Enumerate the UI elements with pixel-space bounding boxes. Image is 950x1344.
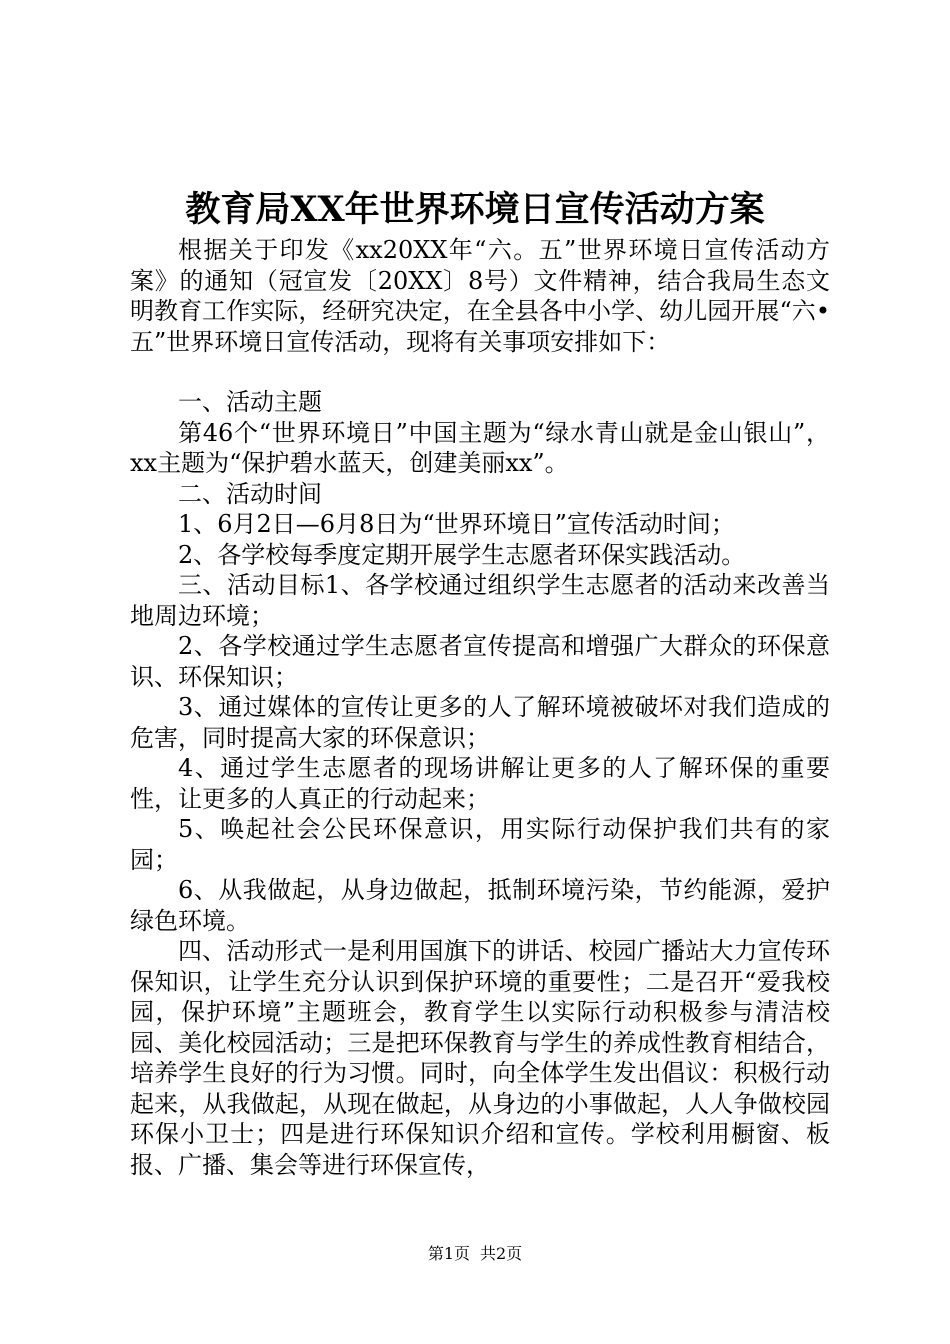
document-body <box>130 235 830 1180</box>
paragraph-activity-form: 四、活动形式一是利用国旗下的讲话、校园广播站大力宣传环保知识，让学生充分认识到保护环境的重要性；二是召开“爱我校园，保护环境”主题班会，教育学生以实际行动积极参与清洁校园、美化校园活动；三是把环保教育与学生的养成性教育相结合，培养学生良好的行为习惯。同时，向全体学生发出倡议：积极行动起来，从我做起，从现在做起，从身边的小事做起，人人争做校园环保小卫士；四是进行环保知识介绍和宣传。学校利用橱窗、板报、广播、集会等进行环保宣传， <box>130 937 830 1179</box>
paragraph-goal-item-3: 3、通过媒体的宣传让更多的人了解环境被破坏对我们造成的危害，同时提高大家的环保意识； <box>130 693 830 752</box>
paragraph-intro: 根据关于印发《xx20XX年“六。五”世界环境日宣传活动方案》的通知（冠宣发〔20XX〕8号）文件精神，结合我局生态文明教育工作实际，经研究决定，在全县各中小学、幼儿园开展“六•五”世界环境日宣传活动，现将有关事项安排如下： <box>130 236 830 356</box>
heading-activity-theme: 一、活动主题 <box>178 388 322 416</box>
document-title: 教育局XX年世界环境日宣传活动方案 <box>185 189 765 230</box>
paragraph-time-item-2: 2、各学校每季度定期开展学生志愿者环保实践活动。 <box>178 540 746 569</box>
heading-activity-time: 二、活动时间 <box>178 479 322 508</box>
paragraph-goal-item-5: 5、唤起社会公民环保意识，用实际行动保护我们共有的家园； <box>130 815 830 874</box>
paragraph-goal-item-2: 2、各学校通过学生志愿者宣传提高和增强广大群众的环保意识、环保知识； <box>130 632 830 691</box>
paragraph-goal-item-6: 6、从我做起，从身边做起，抵制环境污染，节约能源，爱护绿色环境。 <box>130 876 830 935</box>
page-number: 第1页 <box>427 1244 470 1263</box>
paragraph-goal-item-1: 三、活动目标1、各学校通过组织学生志愿者的活动来改善当地周边环境； <box>130 571 830 630</box>
page-footer <box>0 1242 950 1266</box>
paragraph-goal-item-4: 4、通过学生志愿者的现场讲解让更多的人了解环保的重要性，让更多的人真正的行动起来； <box>130 754 830 813</box>
page-total: 共2页 <box>480 1244 523 1263</box>
paragraph-theme-detail: 第46个“世界环境日”中国主题为“绿水青山就是金山银山”，xx主题为“保护碧水蓝天，创建美丽xx”。 <box>130 418 830 477</box>
paragraph-time-item-1: 1、6月2日—6月8日为“世界环境日”宣传活动时间； <box>178 510 735 538</box>
